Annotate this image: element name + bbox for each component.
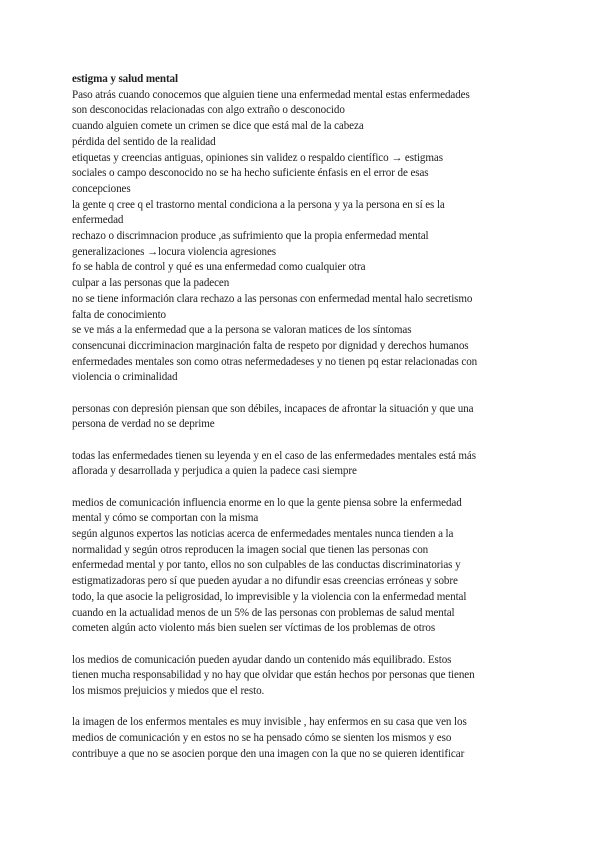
text-line: son desconocidas relacionadas con algo extraño o desconocido — [72, 104, 345, 117]
text-line: todas las enfermedades tienen su leyenda y en el caso de las enfermedades mentales está más — [72, 449, 476, 462]
text-line: los mismos prejuicios y miedos que el resto. — [72, 684, 265, 697]
text-line: persona de verdad no se deprime — [72, 418, 215, 431]
text-line: pérdida del sentido de la realidad — [72, 135, 216, 148]
text-line: consencunai diccriminacion marginación falta de respeto por dignidad y derechos humanos — [72, 339, 469, 352]
paragraph-spacer — [72, 480, 532, 496]
text-line: estigmatizadoras pero sí que pueden ayudar a no difundir esas creencias erróneas y sobre — [72, 575, 458, 588]
text-line: generalizaciones →locura violencia agresiones — [72, 245, 277, 258]
document-title: estigma y salud mental — [72, 73, 178, 85]
text-line: fo se habla de control y qué es una enfermedad como cualquier otra — [72, 261, 366, 274]
text-line: contribuye a que no se asocien porque den una imagen con la que no se quieren identificar — [72, 747, 465, 760]
paragraph — [72, 449, 532, 480]
text-line: medios de comunicación y en estos no se ha pensado cómo se sienten los mismos y eso — [72, 731, 452, 744]
paragraph — [72, 402, 532, 433]
text-line: Paso atrás cuando conocemos que alguien tiene una enfermedad mental estas enfermedades — [72, 88, 470, 101]
text-line: la gente q cree q el trastorno mental condiciona a la persona y ya la persona en sí es la — [72, 198, 445, 211]
text-line: todo, la que asocie la peligrosidad, lo imprevisible y la violencia con la enfermedad mental — [72, 590, 467, 603]
paragraph-spacer — [72, 700, 532, 716]
text-line: los medios de comunicación pueden ayudar dando un contenido más equilibrado. Estos — [72, 653, 452, 666]
paragraph — [72, 715, 532, 762]
text-line: tienen mucha responsabilidad y no hay que olvidar que están hechos por personas que tienen — [72, 669, 475, 682]
text-line: medios de comunicación influencia enorme en lo que la gente piensa sobre la enfermedad — [72, 496, 462, 509]
document-paragraphs — [72, 88, 532, 763]
text-line: enfermedad — [72, 214, 124, 227]
text-line: falta de conocimiento — [72, 308, 167, 321]
paragraph-spacer — [72, 433, 532, 449]
document-body — [72, 72, 532, 762]
paragraph — [72, 496, 532, 637]
text-line: normalidad y según otros reproducen la imagen social que tienen las personas con — [72, 543, 429, 556]
paragraph-spacer — [72, 637, 532, 653]
paragraph — [72, 653, 532, 700]
text-line: aflorada y desarrollada y perjudica a quien la padece casi siempre — [72, 465, 357, 478]
paragraph — [72, 88, 532, 386]
text-line: rechazo o discrimnacion produce ,as sufrimiento que la propia enfermedad mental — [72, 230, 429, 243]
text-line: etiquetas y creencias antiguas, opiniones sin validez o respaldo científico → estigmas — [72, 151, 443, 164]
text-line: violencia o criminalidad — [72, 371, 178, 384]
text-line: mental y cómo se comportan con la misma — [72, 512, 259, 525]
text-line: enfermedad mental y por tanto, ellos no son culpables de las conductas discriminatorias y — [72, 559, 461, 572]
text-line: concepciones — [72, 182, 131, 195]
text-line: cuando en la actualidad menos de un 5% de las personas con problemas de salud mental — [72, 606, 455, 619]
text-line: cuando alguien comete un crimen se dice que está mal de la cabeza — [72, 120, 364, 133]
text-line: la imagen de los enfermos mentales es muy invisible , hay enfermos en su casa que ven los — [72, 716, 467, 729]
text-line: según algunos expertos las noticias acerca de enfermedades mentales nunca tienden a la — [72, 528, 454, 541]
text-line: se ve más a la enfermedad que a la persona se valoran matices de los síntomas — [72, 324, 412, 337]
text-line: no se tiene información clara rechazo a las personas con enfermedad mental halo secretismo — [72, 292, 473, 305]
text-line: cometen algún acto violento más bien suelen ser víctimas de los problemas de otros — [72, 622, 436, 635]
text-line: culpar a las personas que la padecen — [72, 277, 230, 290]
text-line: personas con depresión piensan que son débiles, incapaces de afrontar la situación y que una — [72, 402, 474, 415]
paragraph-spacer — [72, 386, 532, 402]
text-line: sociales o campo desconocido no se ha hecho suficiente énfasis en el error de esas — [72, 167, 429, 180]
text-line: enfermedades mentales son como otras nefermedadeses y no tienen pq estar relacionadas con — [72, 355, 478, 368]
